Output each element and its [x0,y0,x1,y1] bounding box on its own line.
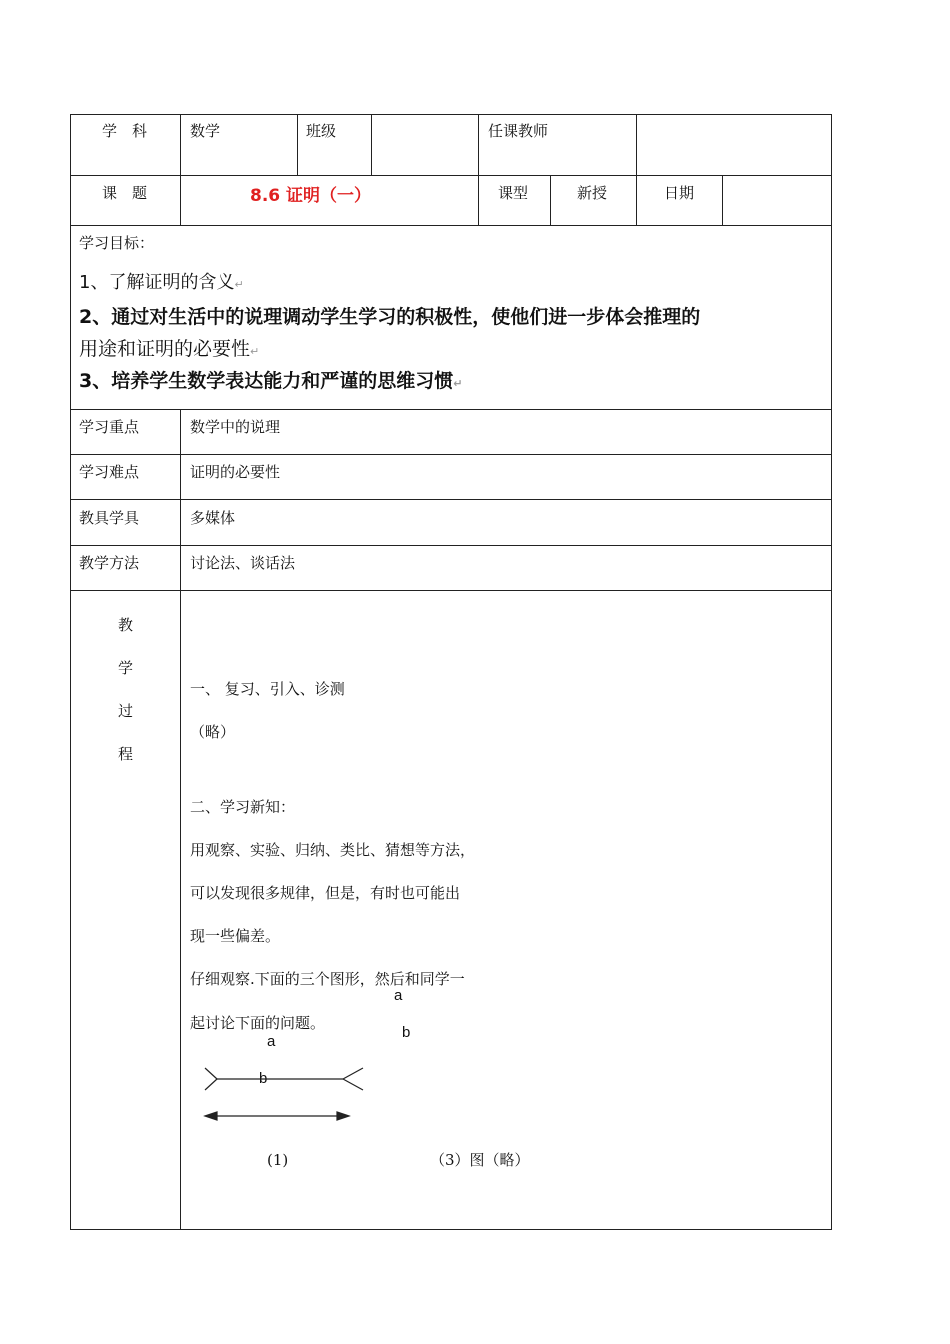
row-divider [70,409,832,410]
process-label-char: 程 [118,745,134,763]
process-label-char: 学 [118,659,134,677]
objective-item-1 [79,270,244,298]
paragraph-line: 现一些偏差。 [190,927,281,945]
objectives-heading: 学习目标： [79,234,155,252]
figure-label-a: a [394,987,403,1004]
row-divider [70,499,832,500]
process-label-char: 过 [118,702,134,720]
figure-line-a [205,1068,363,1090]
table-right-border [831,114,832,1230]
methods-value: 讨论法、谈话法 [190,554,296,572]
illusion-figure [195,1060,375,1130]
col-divider [722,175,723,226]
subject-label: 学 科 [102,122,148,140]
tools-label: 教具学具 [79,509,140,527]
paragraph-line: 用观察、实验、归纳、类比、猜想等方法， [190,841,476,859]
key-points-label: 学习重点 [79,418,140,436]
paragraph-mark-icon: ↵ [453,377,463,390]
paragraph-line: 可以发现很多规律，但是，有时也可能出 [190,884,461,902]
figure-label-b: b [402,1024,411,1041]
objective-item-3-text: 3、培养学生数学表达能力和严谨的思维习惯 [79,370,454,392]
figure-line-b [205,1112,349,1120]
figure-caption-3: （3）图（略） [430,1151,530,1169]
table-left-border [70,114,71,1230]
paragraph-mark-icon: ↵ [234,278,244,291]
figure-caption-1: (1) [267,1151,289,1169]
objective-item-1-text: 1、了解证明的含义 [79,272,235,293]
topic-title: 8.6 证明（一） [250,186,372,206]
difficulties-label: 学习难点 [79,463,140,481]
col-divider [478,114,479,226]
methods-label: 教学方法 [79,554,140,572]
key-points-value: 数学中的说理 [190,418,281,436]
lesson-type-label: 课型 [498,184,529,202]
process-label-char: 教 [118,616,134,634]
row-divider [70,225,832,226]
objective-item-2-line1: 2、通过对生活中的说理调动学生学习的积极性，使他们进一步体会推理的 [79,306,701,328]
row-divider [70,175,832,176]
difficulties-value: 证明的必要性 [190,463,281,481]
section-2-title: 二、学习新知： [190,798,296,816]
figure-label-b: b [259,1070,268,1087]
subject-value: 数学 [190,122,221,140]
col-divider [297,114,298,176]
objective-item-2-line2-text: 用途和证明的必要性 [79,338,251,360]
col-divider [180,409,181,1230]
paragraph-line: 仔细观察.下面的三个图形，然后和同学一 [190,970,465,988]
table-top-border [70,114,832,115]
date-label: 日期 [664,184,695,202]
col-divider [550,175,551,226]
col-divider [180,114,181,226]
col-divider [371,114,372,176]
objective-item-2-line2 [79,336,259,365]
row-divider [70,545,832,546]
class-label: 班级 [306,122,337,140]
row-divider [70,590,832,591]
section-1-title: 一、 复习、引入、诊测 [190,680,345,698]
paragraph-line: 起讨论下面的问题。 [190,1014,326,1032]
tools-value: 多媒体 [190,509,236,527]
paragraph-mark-icon: ↵ [250,345,260,358]
topic-label: 课 题 [102,184,148,202]
section-1-note: （略） [190,723,236,741]
objective-item-3 [79,368,462,397]
col-divider [636,114,637,226]
teacher-label: 任课教师 [488,122,549,140]
table-bottom-border [70,1229,832,1230]
lesson-type-value: 新授 [577,184,608,202]
figure-label-a: a [267,1033,276,1050]
row-divider [70,454,832,455]
